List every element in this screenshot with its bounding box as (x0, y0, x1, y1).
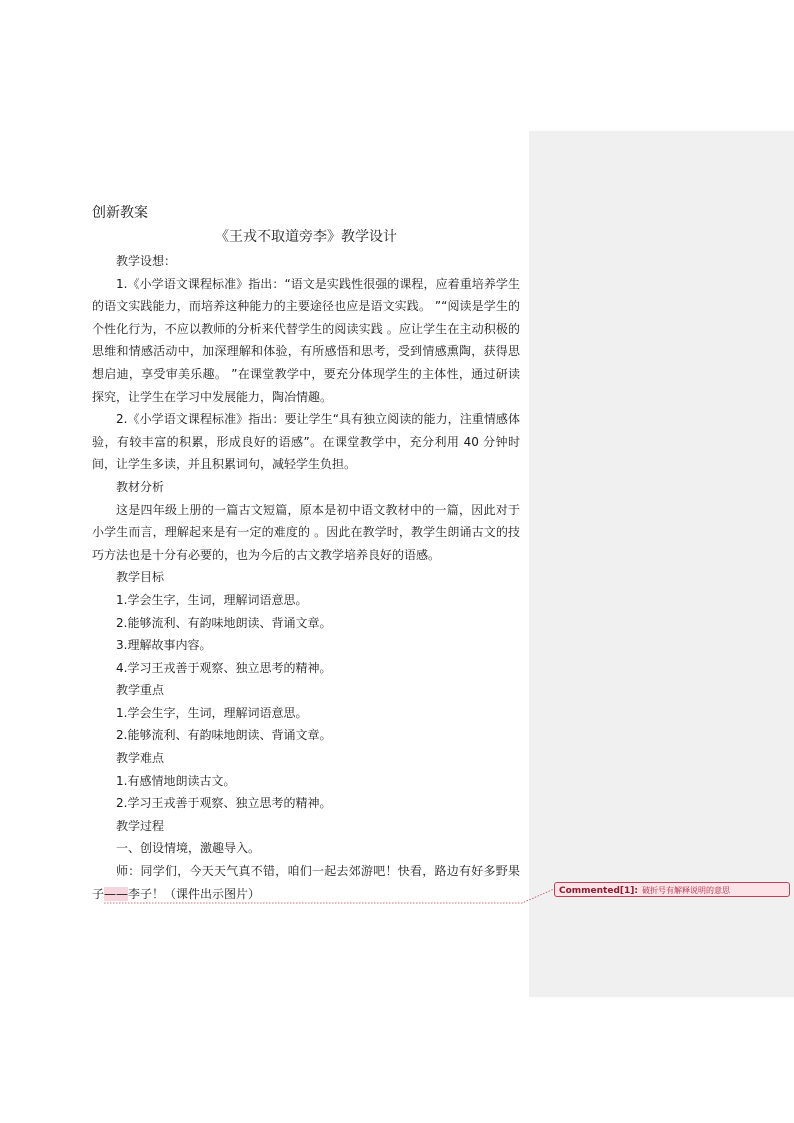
comment-author: Commented[1]: (559, 886, 638, 896)
section-heading: 教学重点 (116, 683, 165, 698)
doc-title: 《王戎不取道旁李》教学设计 (215, 229, 397, 245)
list-item: 1.学会生字，生词，理解词语意思。 (116, 705, 308, 720)
comment-text: 破折号有解释说明的意思 (642, 886, 730, 895)
paragraph: 1.《小学语文课程标准》指出：“语文是实践性很强的课程，应着重培养学生的语文实践能力，而培养这种能力的主要途径也应是语文实践。 ”“阅读是学生的个性化行为，不应以教师的分析来代替学生的阅读实践 。应让学生在主动积极的思维和情感活动中，加深理解和体验，有所感悟和思考，受到情感熏陶，获得思想启迪，享受审美乐趣。 ”在课堂教学中，要充分体现学生的主体性，通过研读探究，让学生在学习中发展能力，陶冶情趣。 (92, 276, 520, 404)
list-item: 3.理解故事内容。 (116, 638, 212, 653)
list-item: 1.学会生字，生词，理解词语意思。 (116, 592, 308, 607)
commented-dash[interactable]: —— (104, 886, 129, 901)
paragraph: 这是四年级上册的一篇古文短篇，原本是初中语文教材中的一篇，因此对于小学生而言，理解起来是有一定的难度的 。因此在教学时，教学生朗诵古文的技巧方法也是十分有必要的，也为今后的古文教学培养良好的语感。 (92, 502, 520, 562)
document-body (92, 250, 520, 905)
list-item: 2.能够流利、有韵味地朗读、背诵文章。 (116, 728, 332, 743)
step-heading: 一、创设情境，激趣导入。 (116, 841, 261, 856)
section-heading: 教学难点 (116, 751, 165, 766)
text-after: 李子！（课件出示图片） (128, 886, 261, 901)
section-heading: 教学设想： (116, 254, 177, 268)
section-heading: 教学目标 (116, 570, 165, 585)
paragraph: 2.《小学语文课程标准》指出：要让学生“具有独立阅读的能力，注重情感体验，有较丰富的积累，形成良好的语感”。在课堂教学中，充分利用 40 分钟时间，让学生多读，并且积累词句，减轻学生负担。 (92, 412, 520, 472)
list-item: 2.学习王戎善于观察、独立思考的精神。 (116, 796, 332, 811)
list-item: 2.能够流利、有韵味地朗读、背诵文章。 (116, 615, 332, 630)
comment-bubble[interactable] (554, 882, 790, 897)
section-heading: 教材分析 (116, 479, 165, 494)
doc-label: 创新教案 (92, 205, 148, 221)
text-before: 师：同学们，今天天气真不错，咱们一起去郊游吧！快看，路边有好多野果子 (92, 864, 520, 901)
paragraph-commented (92, 860, 520, 905)
list-item: 1.有感情地朗读古文。 (116, 773, 236, 788)
section-heading: 教学过程 (116, 818, 165, 833)
comment-pane (529, 131, 794, 997)
list-item: 4.学习王戎善于观察、独立思考的精神。 (116, 660, 332, 675)
